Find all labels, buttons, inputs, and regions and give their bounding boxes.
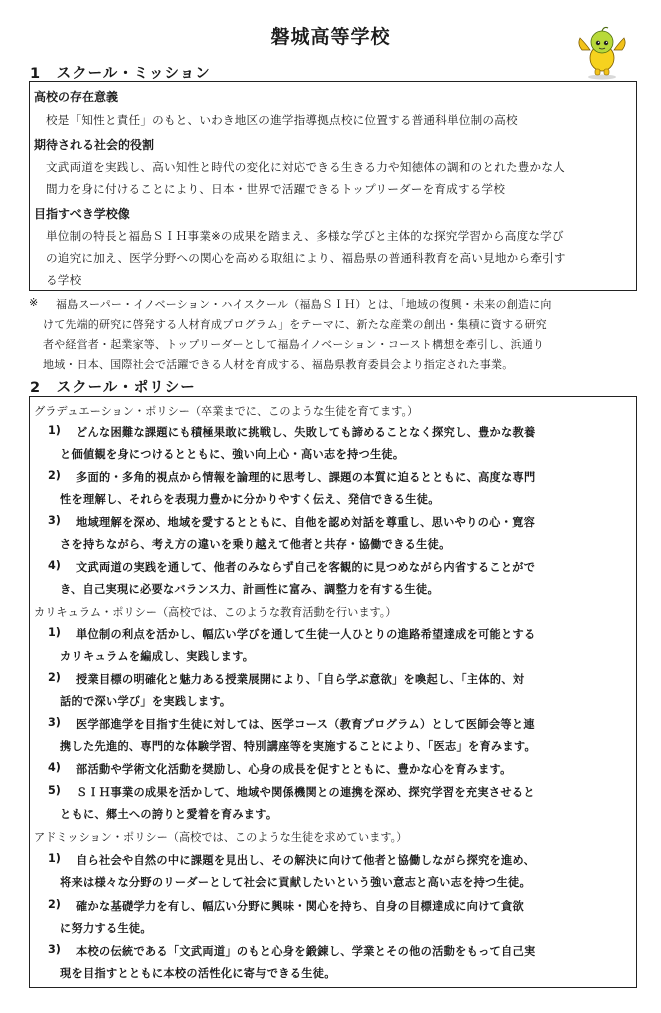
item-number: 4) — [48, 761, 61, 774]
note-line: 地域・日本、国際社会で活躍できる人材を育成する、福島県教育委員会より指定された事業。 — [43, 358, 514, 371]
note-mark: ※ — [29, 296, 39, 309]
item-number: 3) — [48, 716, 61, 729]
item-line: 話的で深い学び」を実践します。 — [60, 695, 232, 708]
item-number: 1) — [48, 424, 61, 437]
mission-line: 単位制の特長と福島ＳＩＨ事業※の成果を踏まえ、多様な学びと主体的な探究学習から高度な学び — [46, 229, 564, 243]
item-line: さを持ちながら、考え方の違いを乗り越えて他者と共存・協働できる生徒。 — [60, 538, 451, 551]
item-line: に努力する生徒。 — [60, 922, 152, 935]
graduation-policy-heading: グラデュエーション・ポリシー（卒業までに、このような生徒を育てます。） — [34, 405, 419, 418]
item-line: 本校の伝統である「文武両道」のもと心身を鍛錬し、学業とその他の活動をもって自己実 — [76, 945, 536, 958]
school-mission-box — [29, 81, 637, 291]
item-line: 携した先進的、専門的な体験学習、特別講座等を実施することにより、「医志」を育みます。 — [60, 740, 536, 753]
item-number: 2) — [48, 671, 61, 684]
item-number: 1) — [48, 626, 61, 639]
mission-line: の追究に加え、医学分野への関心を高める取組により、福島県の普通科教育を高い見地から牽引す — [46, 251, 566, 265]
item-line: 地域理解を深め、地域を愛するとともに、自他を認め対話を尊重し、思いやりの心・寛容 — [76, 516, 536, 529]
item-line: 単位制の利点を活かし、幅広い学びを通して生徒一人ひとりの進路希望達成を可能とする — [76, 628, 536, 641]
item-number: 2) — [48, 469, 61, 482]
item-line: と価値観を身につけるとともに、強い向上心・高い志を持つ生徒。 — [60, 448, 405, 461]
item-line: 将来は様々な分野のリーダーとして社会に貢献したいという強い意志と高い志を持つ生徒。 — [60, 876, 531, 889]
item-number: 3) — [48, 943, 61, 956]
item-line: 自ら社会や自然の中に課題を見出し、その解決に向けて他者と協働しながら探究を進め、 — [76, 854, 536, 867]
admission-policy-heading: アドミッション・ポリシー（高校では、このような生徒を求めています。） — [34, 831, 408, 844]
mission-subtitle: 高校の存在意義 — [34, 90, 119, 104]
item-line: 医学部進学を目指す生徒に対しては、医学コース（教育プログラム）として医師会等と連 — [76, 718, 535, 731]
note-line: けて先端的研究に啓発する人材育成プログラム」をテーマに、新たな産業の創出・集積に資する研究 — [43, 318, 547, 331]
mission-subtitle: 目指すべき学校像 — [34, 207, 130, 221]
curriculum-policy-heading: カリキュラム・ポリシー（高校では、このような教育活動を行います。） — [34, 606, 397, 619]
mission-line: 間力を身に付けることにより、日本・世界で活躍できるトップリーダーを育成する学校 — [46, 182, 506, 196]
item-line: カリキュラムを編成し、実践します。 — [60, 650, 255, 663]
item-line: 確かな基礎学力を有し、幅広い分野に興味・関心を持ち、自身の目標達成に向けて貪欲 — [76, 900, 525, 913]
item-number: 2) — [48, 898, 61, 911]
section1-heading: 1 スクール・ミッション — [30, 66, 211, 82]
note-line: 福島スーパー・イノベーション・ハイスクール（福島ＳＩＨ）とは、「地域の復興・未来の創造に向 — [56, 298, 552, 311]
mission-line: 文武両道を実践し、高い知性と時代の変化に対応できる生きる力や知徳体の調和のとれた豊かな人 — [46, 160, 565, 174]
item-line: ともに、郷土への誇りと愛着を育みます。 — [60, 808, 278, 821]
school-policy-box — [29, 396, 637, 988]
page-title: 磐城高等学校 — [270, 26, 391, 48]
item-number: 3) — [48, 514, 61, 527]
item-line: どんな困難な課題にも積極果敢に挑戦し、失敗しても諦めることなく探究し、豊かな教養 — [76, 426, 536, 439]
item-number: 5) — [48, 784, 61, 797]
mission-subtitle: 期待される社会的役割 — [34, 138, 155, 152]
item-line: 性を理解し、それらを表現力豊かに分かりやすく伝え、発信できる生徒。 — [60, 493, 440, 506]
item-line: 現を目指すとともに本校の活性化に寄与できる生徒。 — [60, 967, 336, 980]
item-line: ＳＩＨ事業の成果を活かして、地域や関係機関との連携を深め、探究学習を充実させると — [76, 786, 535, 799]
mascot-icon — [574, 24, 630, 80]
section2-heading: 2 スクール・ポリシー — [30, 380, 196, 396]
note-line: 者や経営者・起業家等、トップリーダーとして福島イノベーション・コースト構想を牽引し、浜通り — [43, 338, 545, 351]
item-line: 多面的・多角的視点から情報を論理的に思考し、課題の本質に迫るとともに、高度な専門 — [76, 471, 536, 484]
item-line: 部活動や学術文化活動を奨励し、心身の成長を促すとともに、豊かな心を育みます。 — [76, 763, 512, 776]
item-number: 4) — [48, 559, 61, 572]
mission-line: 校是「知性と責任」のもと、いわき地区の進学指導拠点校に位置する普通科単位制の高校 — [46, 113, 518, 127]
mission-line: る学校 — [46, 273, 82, 287]
item-line: 授業目標の明確化と魅力ある授業展開により、「自ら学ぶ意欲」を喚起し、「主体的、対 — [76, 673, 525, 686]
item-line: 文武両道の実践を通して、他者のみならず自己を客観的に見つめながら内省することがで — [76, 561, 536, 574]
item-number: 1) — [48, 852, 61, 865]
item-line: き、自己実現に必要なバランス力、計画性に富み、調整力を有する生徒。 — [60, 583, 439, 596]
